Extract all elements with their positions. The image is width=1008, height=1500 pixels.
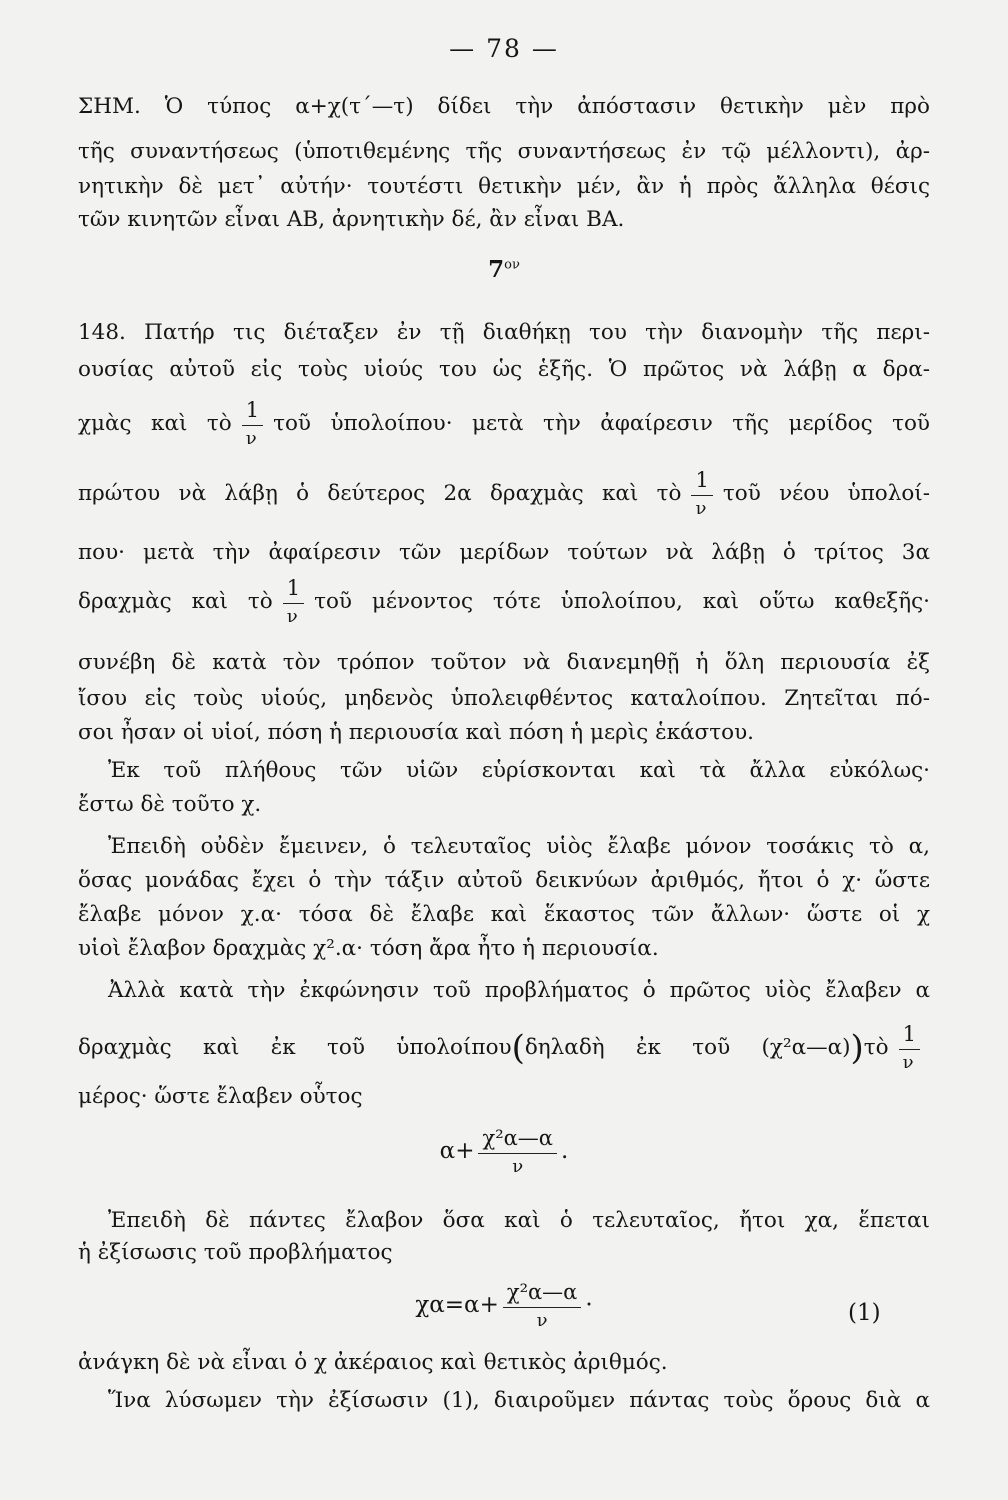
problem-line-7: συνέβη δὲ κατὰ τὸν τρόπον τοῦτον νὰ διανεμηθῇ ἡ ὅλη περιουσία ἐξ <box>78 650 930 675</box>
equation-share-end: . <box>561 1138 569 1164</box>
equation-share-fraction: $\frac{\text{χ²α—α}}{\nu}$ <box>478 1128 557 1176</box>
solution-line-12: ἀνάγκη δὲ νὰ εἶναι ὁ χ ἀκέραιος καὶ θετικὸς ἀριθμός. <box>78 1350 668 1375</box>
equation-main-end: · <box>585 1292 593 1318</box>
problem-line-3-end: τοῦ ὑπολοίπου· μετὰ τὴν ἀφαίρεσιν τῆς μερίδος τοῦ <box>273 411 930 436</box>
problem-line-6-start: δραχμὰς καὶ τὸ <box>78 589 273 614</box>
problem-line-2: ουσίας αὐτοῦ εἰς τοὺς υἱούς του ὡς ἑξῆς. Ὁ πρῶτος νὰ λάβῃ α δρα- <box>78 357 930 382</box>
note-line-1: ΣΗΜ. Ὁ τύπος α+χ(τ΄—τ) δίδει τὴν ἀπόστασιν θετικὴν μὲν πρὸ <box>78 94 930 119</box>
solution-line-4: ὅσας μονάδας ἔχει ὁ τὴν τάξιν αὐτοῦ δεικνύων ἀριθμός, ἤτοι ὁ χ· ὥστε <box>78 868 930 893</box>
solution-line-5: ἔλαβε μόνον χ.α· τόσα δὲ ἔλαβε καὶ ἕκαστος τῶν ἄλλων· ὥστε οἱ χ <box>78 902 930 927</box>
problem-line-3-start: χμὰς καὶ τὸ <box>78 411 232 436</box>
solution-line-9: μέρος· ὥστε ἔλαβεν οὗτος <box>78 1084 363 1109</box>
solution-line-2: ἔστω δὲ τοῦτο χ. <box>78 792 262 817</box>
solution-line-13: Ἵνα λύσωμεν τὴν ἐξίσωσιν (1), διαιροῦμεν πάντας τοὺς ὅρους διὰ α <box>108 1388 930 1413</box>
problem-line-8: ἴσου εἰς τοὺς υἱούς, μηδενὸς ὑπολειφθέντος καταλοίπου. Ζητεῖται πό- <box>78 686 930 711</box>
problem-line-4-end: τοῦ νέου ὑπολοί- <box>722 481 930 506</box>
fraction-one-over-nu: $\frac{1}{\nu}$ <box>691 470 712 518</box>
solution-line-6: υἱοὶ ἔλαβον δραχμὰς χ².α· τόση ἄρα ἦτο ἡ περιουσία. <box>78 936 659 961</box>
section-heading <box>0 256 1008 283</box>
note-line-3: νητικὴν δὲ μετ᾿ αὐτήν· τουτέστι θετικὴν μέν, ἂν ἡ πρὸς ἄλληλα θέσις <box>78 174 930 199</box>
solution-line-3: Ἐπειδὴ οὐδὲν ἔμεινεν, ὁ τελευταῖος υἱὸς ἔλαβε μόνον τοσάκις τὸ α, <box>108 834 930 859</box>
equation-main-fraction: $\frac{\text{χ²α—α}}{\nu}$ <box>503 1282 582 1330</box>
equation-share <box>0 1128 1008 1176</box>
problem-line-1: 148. Πατήρ τις διέταξεν ἐν τῇ διαθήκῃ του τὴν διανομὴν τῆς περι- <box>78 320 930 345</box>
solution-line-8-to: τὸ <box>863 1035 889 1060</box>
solution-line-7: Ἀλλὰ κατὰ τὴν ἐκφώνησιν τοῦ προβλήματος ὁ πρῶτος υἱὸς ἔλαβεν α <box>108 978 930 1003</box>
problem-line-4-start: πρώτου νὰ λάβῃ ὁ δεύτερος 2α δραχμὰς καὶ τὸ <box>78 481 682 506</box>
note-line-2: τῆς συναντήσεως (ὑποτιθεμένης τῆς συναντήσεως ἐν τῷ μέλλοντι), ἀρ- <box>78 139 930 164</box>
section-heading-number: 7 <box>488 256 505 283</box>
solution-line-11: ἡ ἐξίσωσις τοῦ προβλήματος <box>78 1240 393 1265</box>
problem-line-6-end: τοῦ μένοντος τότε ὑπολοίπου, καὶ οὕτω καθεξῆς· <box>314 589 930 614</box>
fraction-one-over-nu: $\frac{1}{\nu}$ <box>899 1024 920 1072</box>
solution-line-8 <box>78 1024 930 1072</box>
problem-line-9: σοι ἦσαν οἱ υἱοί, πόση ἡ περιουσία καὶ πόση ἡ μερὶς ἑκάστου. <box>78 720 754 745</box>
problem-line-5: που· μετὰ τὴν ἀφαίρεσιν τῶν μερίδων τούτων νὰ λάβῃ ὁ τρίτος 3α <box>78 540 930 565</box>
problem-line-6 <box>78 578 930 626</box>
note-line-4: τῶν κινητῶν εἶναι ΑΒ, ἀρνητικὴν δέ, ἂν εἶναι ΒΑ. <box>78 207 625 232</box>
problem-line-3 <box>78 400 930 448</box>
fraction-one-over-nu: $\frac{1}{\nu}$ <box>283 578 304 626</box>
fraction-one-over-nu: $\frac{1}{\nu}$ <box>242 400 263 448</box>
equation-share-lhs: α+ <box>439 1138 475 1164</box>
solution-line-8-start: δραχμὰς καὶ ἐκ τοῦ ὑπολοίπου <box>78 1035 512 1060</box>
solution-line-10: Ἐπειδὴ δὲ πάντες ἔλαβον ὅσα καὶ ὁ τελευταῖος, ἤτοι χα, ἕπεται <box>108 1208 930 1233</box>
equation-number: (1) <box>848 1300 881 1326</box>
solution-line-8-paren: (δηλαδὴ ἐκ τοῦ (χ²α—α)) <box>511 1028 864 1068</box>
solution-line-1: Ἐκ τοῦ πλήθους τῶν υἱῶν εὑρίσκονται καὶ τὰ ἄλλα εὐκόλως· <box>108 758 930 783</box>
problem-line-4 <box>78 470 930 518</box>
section-heading-suffix: ον <box>504 257 520 273</box>
equation-main-lhs: χα=α+ <box>415 1292 499 1318</box>
page-number: — 78 — <box>449 34 559 63</box>
